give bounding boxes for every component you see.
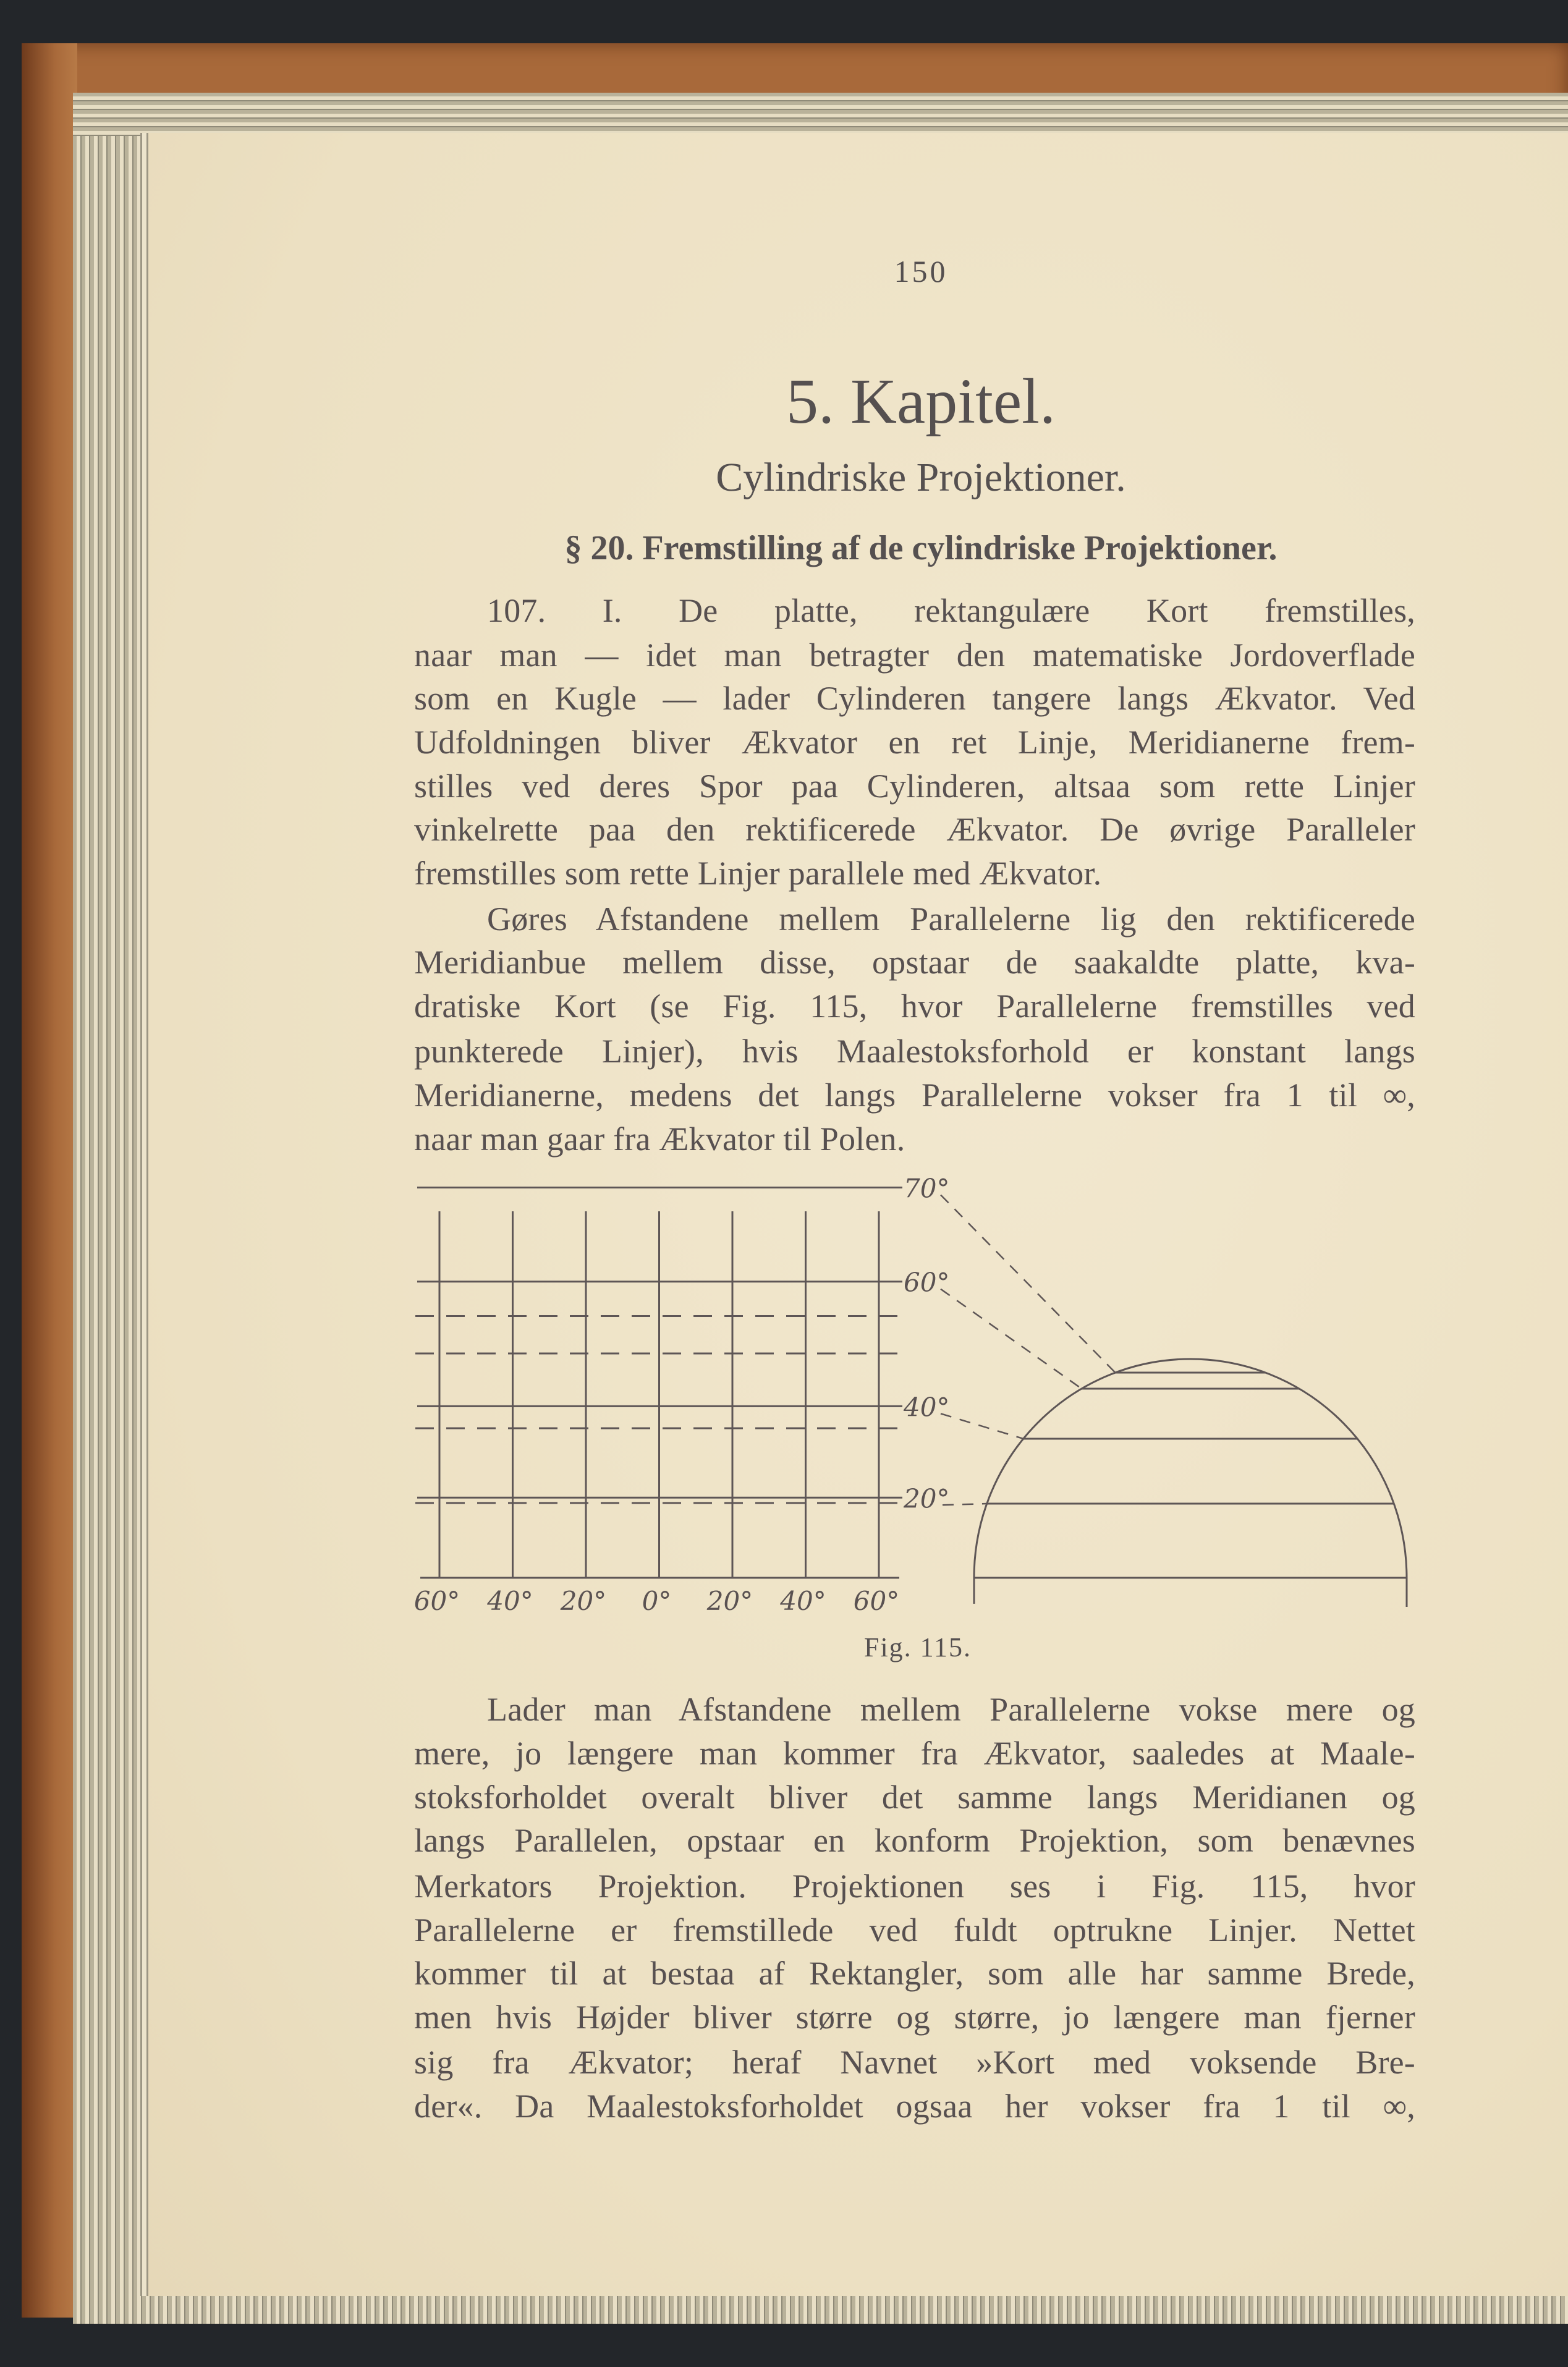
longitude-label: 40° xyxy=(780,1586,826,1616)
text-line: kommer til at bestaa af Rektangler, som alle har samme Brede, xyxy=(414,1955,1415,1992)
text-line: mere, jo længere man kommer fra Ækvator, saaledes at Maale- xyxy=(414,1735,1415,1772)
text-line: Gøres Afstandene mellem Parallelerne lig den rektificerede xyxy=(487,900,1415,938)
text-line: Meridianerne, medens det langs Parallelerne vokser fra 1 til ∞, xyxy=(414,1077,1415,1114)
text-line: Udfoldningen bliver Ækvator en ret Linje, Meridianerne frem- xyxy=(414,724,1415,761)
latitude-label: 60° xyxy=(904,1267,950,1298)
text-line: Merkators Projektion. Projektionen ses i Fig. 115, hvor xyxy=(414,1868,1415,1905)
text-line: langs Parallelen, opstaar en konform Projektion, som benævnes xyxy=(414,1822,1415,1859)
page-number: 150 xyxy=(894,254,948,289)
connector-dashed-line xyxy=(941,1289,1082,1389)
globe-outline xyxy=(974,1359,1407,1607)
latitude-label: 20° xyxy=(904,1483,950,1514)
text-line: der«. Da Maalestoksforholdet ogsaa her vokser fra 1 til ∞, xyxy=(414,2088,1415,2125)
text-line: vinkelrette paa den rektificerede Ækvator. De øvrige Paralleler xyxy=(414,811,1415,848)
text-line: naar man — idet man betragter den matematiske Jordoverflade xyxy=(414,637,1415,674)
longitude-label: 60° xyxy=(413,1586,460,1616)
text-line: Lader man Afstandene mellem Parallelerne vokse mere og xyxy=(487,1691,1415,1728)
text-line: som en Kugle — lader Cylinderen tangere langs Ækvator. Ved xyxy=(414,680,1415,717)
text-line: Meridianbue mellem disse, opstaar de saakaldte platte, kva- xyxy=(414,944,1415,981)
section-heading: § 20. Fremstilling af de cylindriske Projektioner. xyxy=(564,529,1278,567)
longitude-label: 20° xyxy=(560,1586,607,1616)
longitude-label: 60° xyxy=(853,1586,900,1616)
text-line: 107. I. De platte, rektangulære Kort fremstilles, xyxy=(487,592,1415,629)
text-line: men hvis Højder bliver større og større, jo længere man fjerner xyxy=(414,1999,1415,2036)
figure-caption: Fig. 115. xyxy=(863,1632,972,1662)
text-line: Parallelerne er fremstillede ved fuldt optrukne Linjer. Nettet xyxy=(414,1912,1415,1949)
text-line: fremstilles som rette Linjer parallele med Ækvator. xyxy=(414,855,1102,892)
connector-dashed-line xyxy=(941,1195,1116,1373)
text-line: sig fra Ækvator; heraf Navnet »Kort med voksende Bre- xyxy=(414,2044,1415,2081)
longitude-label: 20° xyxy=(706,1586,753,1616)
longitude-label: 0° xyxy=(642,1586,672,1616)
connector-dashed-line xyxy=(941,1413,1023,1439)
chapter-title: 5. Kapitel. xyxy=(786,366,1056,437)
chapter-subtitle: Cylindriske Projektioner. xyxy=(716,455,1126,500)
text-line: stoksforholdet overalt bliver det samme langs Meridianen og xyxy=(414,1779,1415,1816)
text-line: punkterede Linjer), hvis Maalestoksforhold er konstant langs xyxy=(414,1033,1415,1070)
latitude-label: 40° xyxy=(904,1392,950,1423)
longitude-label: 40° xyxy=(487,1586,533,1616)
text-line: naar man gaar fra Ækvator til Polen. xyxy=(414,1120,905,1158)
latitude-label: 70° xyxy=(904,1173,950,1204)
text-line: stilles ved deres Spor paa Cylinderen, altsaa som rette Linjer xyxy=(414,768,1415,805)
text-line: dratiske Kort (se Fig. 115, hvor Parallelerne fremstilles ved xyxy=(414,988,1415,1025)
